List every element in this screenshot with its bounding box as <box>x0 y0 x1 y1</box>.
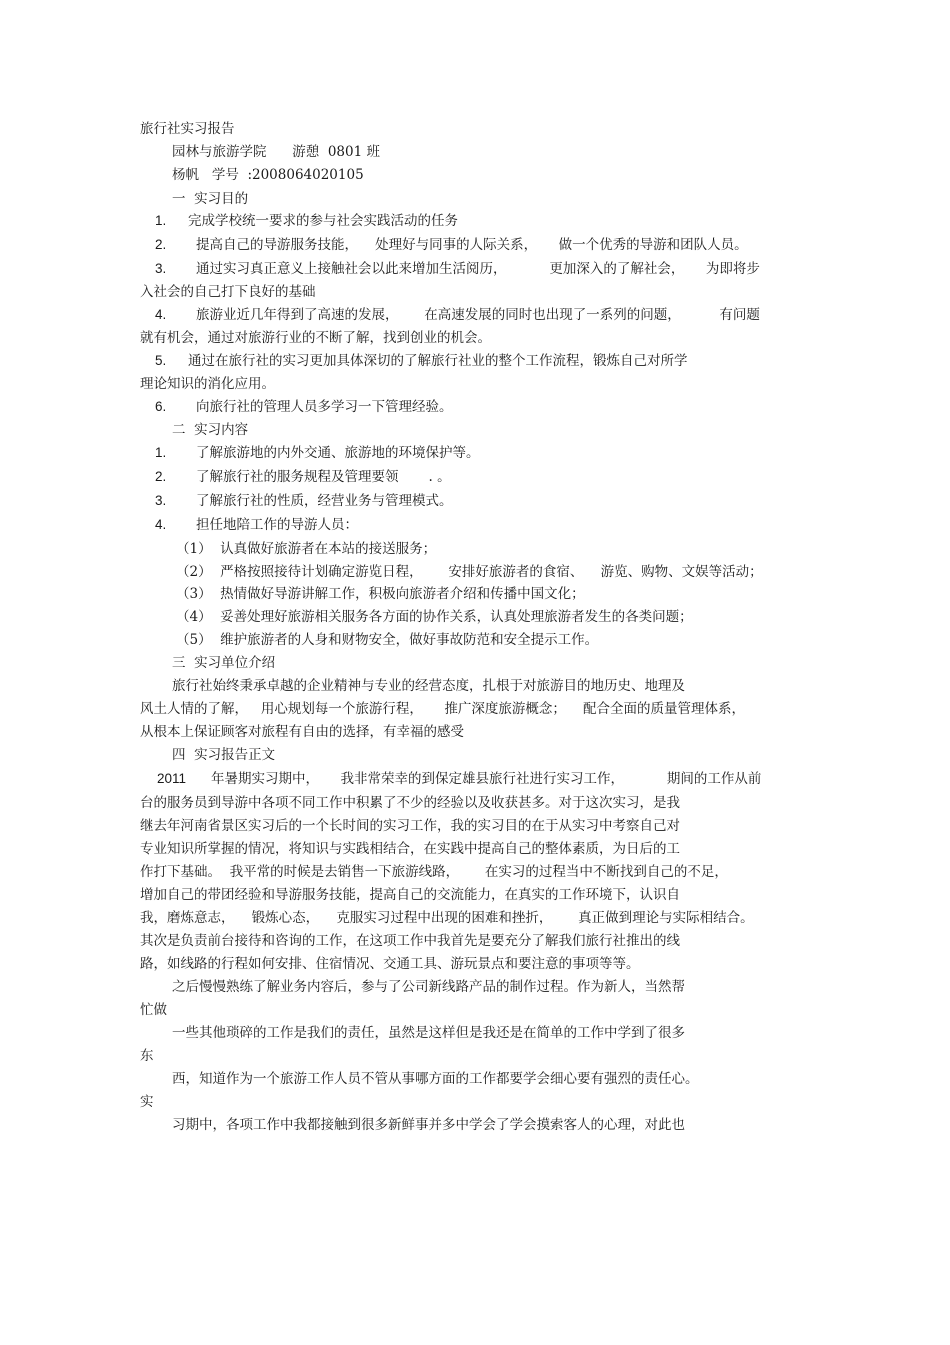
sub-item: （3） 热情做好导游讲解工作，积极向旅游者介绍和传播中国文化； <box>176 586 585 602</box>
paragraph-line: 年暑期实习期中， 我非常荣幸的到保定雄县旅行社进行实习工作， 期间的工作从前 <box>211 771 762 787</box>
list-item: 旅游业近几年得到了高速的发展， 在高速发展的同时也出现了一系列的问题， 有问题 <box>196 307 760 323</box>
section-4-heading: 四 实习报告正文 <box>172 747 276 763</box>
paragraph-line: 一些其他琐碎的工作是我们的责任，虽然是这样但是我还是在简单的工作中学到了很多 <box>172 1025 685 1041</box>
list-number: 3. <box>155 261 167 276</box>
section-3-heading: 三 实习单位介绍 <box>172 655 276 671</box>
paragraph-line: 旅行社始终秉承卓越的企业精神与专业的经营态度，扎根于对旅游目的地历史、地理及 <box>172 678 685 694</box>
list-item: 了解旅行社的服务规程及管理要领 . 。 <box>196 469 451 485</box>
list-item-continuation: 入社会的自己打下良好的基础 <box>140 284 316 300</box>
sub-item: （4） 妥善处理好旅游相关服务各方面的协作关系，认真处理旅游者发生的各类问题； <box>176 609 693 625</box>
document-title: 旅行社实习报告 <box>140 121 235 137</box>
paragraph-line: 从根本上保证顾客对旅程有自由的选择，有幸福的感受 <box>140 724 464 740</box>
paragraph-line: 其次是负责前台接待和咨询的工作，在这项工作中我首先是要充分了解我们旅行社推出的线 <box>140 933 680 949</box>
paragraph-line: 习期中，各项工作中我都接触到很多新鲜事并多中学会了学会摸索客人的心理，对此也 <box>172 1117 685 1133</box>
list-number: 3. <box>155 493 167 508</box>
list-number: 2. <box>155 237 167 252</box>
paragraph-line: 我，磨炼意志， 锻炼心态， 克服实习过程中出现的困难和挫折， 真正做到理论与实际相结合。 <box>140 910 754 926</box>
sub-item: （1） 认真做好旅游者在本站的接送服务； <box>176 541 437 557</box>
list-item-continuation: 就有机会，通过对旅游行业的不断了解，找到创业的机会。 <box>140 330 491 346</box>
section-2-heading: 二 实习内容 <box>172 422 249 438</box>
paragraph-line: 作打下基础。 我平常的时候是去销售一下旅游线路， 在实习的过程当中不断找到自己的不足， <box>140 864 728 880</box>
list-item: 向旅行社的管理人员多学习一下管理经验。 <box>196 399 453 415</box>
sub-item: （5） 维护旅游者的人身和财物安全，做好事故防范和安全提示工作。 <box>176 632 599 648</box>
author-line-1: 园林与旅游学院 游憩 0801 班 <box>172 144 380 160</box>
list-number: 1. <box>155 445 167 460</box>
paragraph-line: 继去年河南省景区实习后的一个长时间的实习工作，我的实习目的在于从实习中考察自己对 <box>140 818 680 834</box>
paragraph-line: 忙做 <box>140 1002 167 1018</box>
list-number: 6. <box>155 399 167 414</box>
paragraph-line: 西，知道作为一个旅游工作人员不管从事哪方面的工作都要学会细心要有强烈的责任心。 <box>172 1071 699 1087</box>
list-number: 1. <box>155 213 167 228</box>
list-number: 4. <box>155 307 167 322</box>
year-number: 2011 <box>157 771 187 786</box>
paragraph-line: 专业知识所掌握的情况，将知识与实践相结合，在实践中提高自己的整体素质，为日后的工 <box>140 841 680 857</box>
paragraph-line: 东 <box>140 1048 154 1064</box>
list-number: 4. <box>155 517 167 532</box>
section-1-heading: 一 实习目的 <box>172 191 249 207</box>
list-number: 2. <box>155 469 167 484</box>
list-item: 通过实习真正意义上接触社会以此来增加生活阅历， 更加深入的了解社会， 为即将步 <box>196 261 760 277</box>
author-line-2: 杨帆 学号 :2008064020105 <box>172 167 364 183</box>
paragraph-line: 台的服务员到导游中各项不同工作中积累了不少的经验以及收获甚多。对于这次实习，是我 <box>140 795 680 811</box>
paragraph-line: 实 <box>140 1094 154 1110</box>
list-item: 提高自己的导游服务技能， 处理好与同事的人际关系， 做一个优秀的导游和团队人员。 <box>196 237 748 253</box>
list-item: 完成学校统一要求的参与社会实践活动的任务 <box>188 213 458 229</box>
paragraph-line: 之后慢慢熟练了解业务内容后，参与了公司新线路产品的制作过程。作为新人，当然帮 <box>172 979 685 995</box>
list-item: 了解旅行社的性质，经营业务与管理模式。 <box>196 493 453 509</box>
paragraph-line: 风土人情的了解， 用心规划每一个旅游行程， 推广深度旅游概念； 配合全面的质量管理体系， <box>140 701 745 717</box>
list-item: 了解旅游地的内外交通、旅游地的环境保护等。 <box>196 445 480 461</box>
paragraph-line: 增加自己的带团经验和导游服务技能，提高自己的交流能力，在真实的工作环境下，认识自 <box>140 887 680 903</box>
list-item-continuation: 理论知识的消化应用。 <box>140 376 275 392</box>
sub-item: （2） 严格按照接待计划确定游览日程， 安排好旅游者的食宿、 游览、购物、文娱等活动； <box>176 564 763 580</box>
list-item: 通过在旅行社的实习更加具体深切的了解旅行社业的整个工作流程，锻炼自己对所学 <box>188 353 688 369</box>
list-item: 担任地陪工作的导游人员： <box>196 517 358 533</box>
list-number: 5. <box>155 353 167 368</box>
paragraph-line: 路，如线路的行程如何安排、住宿情况、交通工具、游玩景点和要注意的事项等等。 <box>140 956 640 972</box>
